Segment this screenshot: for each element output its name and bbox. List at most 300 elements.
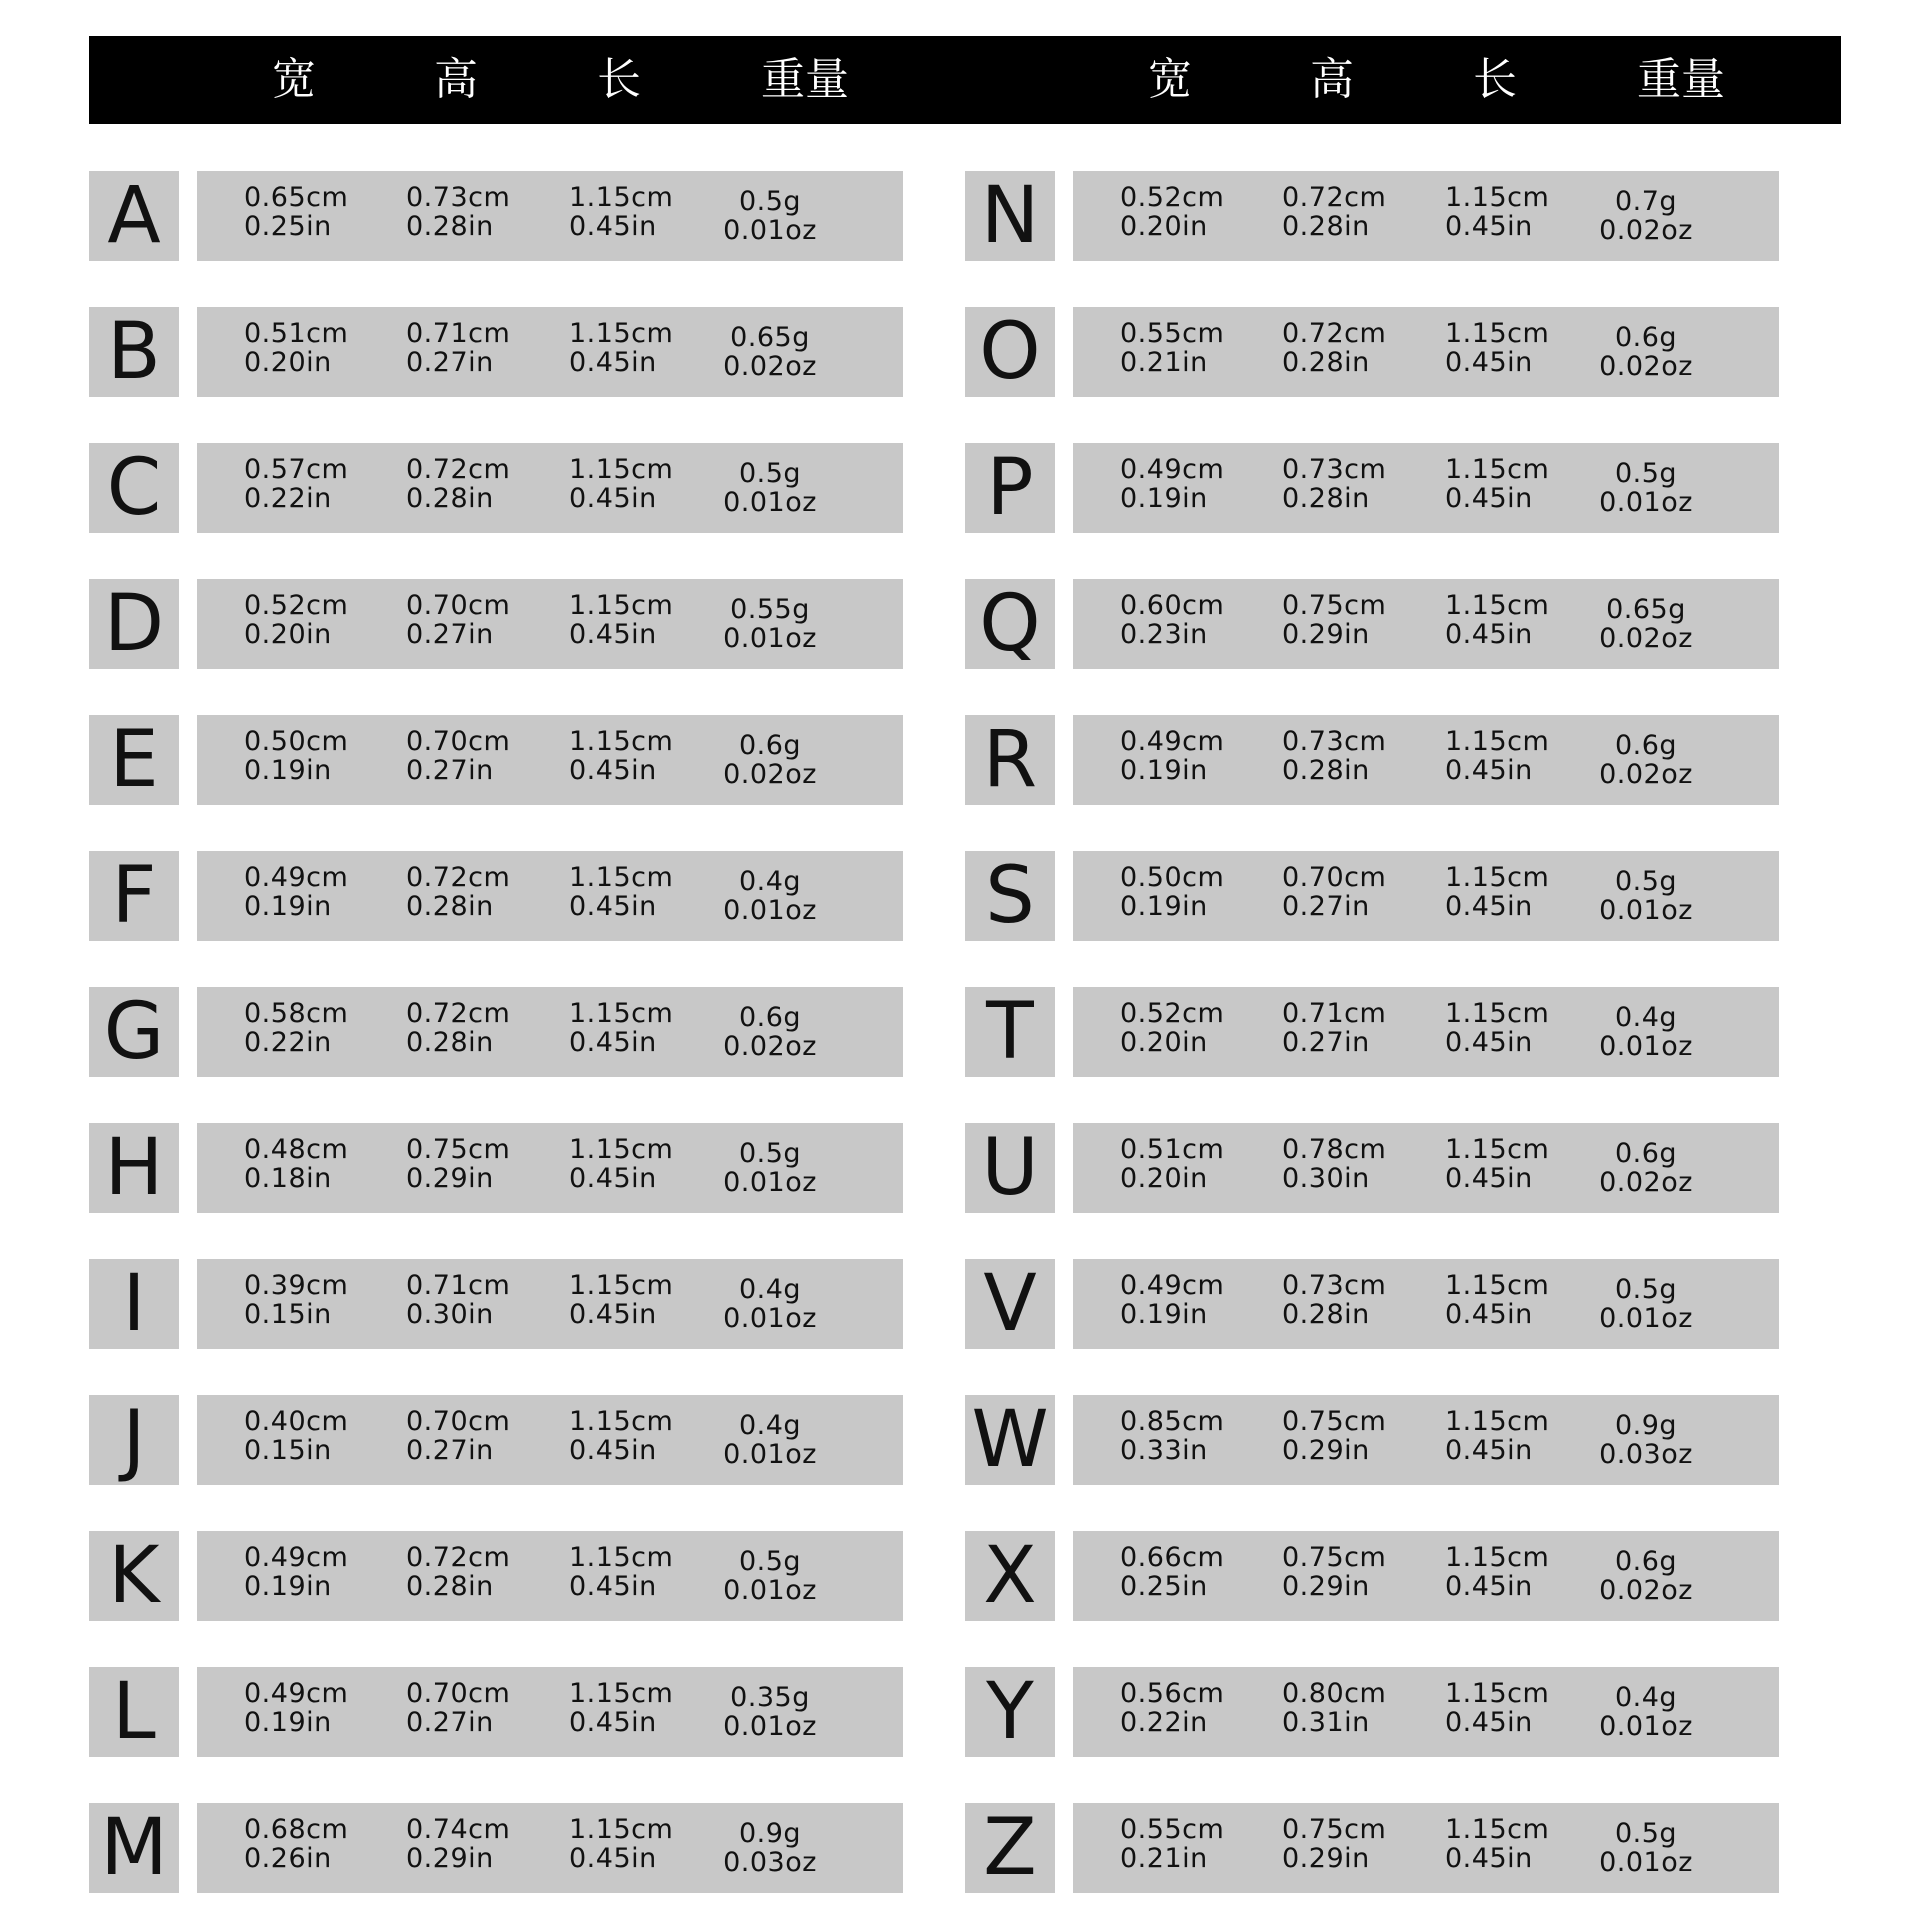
width-cm-value: 0.65cm xyxy=(244,182,349,213)
letter-label: K xyxy=(89,1531,179,1621)
height-cell xyxy=(1282,727,1386,785)
length-in-value: 0.45in xyxy=(1445,1707,1533,1738)
height-cm-value: 0.75cm xyxy=(1282,590,1387,621)
height-cm-value: 0.70cm xyxy=(1282,862,1387,893)
height-cell xyxy=(406,1407,510,1465)
weight-cell xyxy=(705,1275,835,1333)
weight-oz-value: 0.01oz xyxy=(1599,1031,1693,1062)
height-cm-value: 0.70cm xyxy=(406,1406,511,1437)
weight-oz-value: 0.01oz xyxy=(723,1167,817,1198)
weight-oz-value: 0.01oz xyxy=(1599,1711,1693,1742)
width-cm-value: 0.52cm xyxy=(1120,182,1225,213)
length-in-value: 0.45in xyxy=(569,483,657,514)
weight-oz-value: 0.01oz xyxy=(723,1303,817,1334)
length-cm-value: 1.15cm xyxy=(569,454,674,485)
length-cm-value: 1.15cm xyxy=(569,318,674,349)
height-cm-value: 0.72cm xyxy=(406,1542,511,1573)
height-in-value: 0.28in xyxy=(406,211,494,242)
length-cm-value: 1.15cm xyxy=(1445,1542,1550,1573)
length-cm-value: 1.15cm xyxy=(569,998,674,1029)
height-cm-value: 0.75cm xyxy=(406,1134,511,1165)
header-bar xyxy=(89,36,1841,124)
length-in-value: 0.45in xyxy=(569,1707,657,1738)
height-cell xyxy=(1282,319,1386,377)
letter-label: N xyxy=(965,171,1055,261)
letter-label: Q xyxy=(965,579,1055,669)
weight-g-value: 0.5g xyxy=(738,1546,802,1577)
length-in-value: 0.45in xyxy=(569,1571,657,1602)
dimension-data-box xyxy=(1073,1259,1779,1349)
width-in-value: 0.23in xyxy=(1120,619,1208,650)
length-in-value: 0.45in xyxy=(1445,1571,1533,1602)
height-cell xyxy=(1282,1271,1386,1329)
weight-cell xyxy=(705,1139,835,1197)
table-row xyxy=(89,443,900,533)
letter-label: W xyxy=(965,1395,1055,1485)
height-in-value: 0.28in xyxy=(1282,755,1370,786)
header-length-right: 长 xyxy=(1473,54,1517,105)
width-cm-value: 0.66cm xyxy=(1120,1542,1225,1573)
width-cm-value: 0.51cm xyxy=(1120,1134,1225,1165)
weight-g-value: 0.6g xyxy=(738,730,802,761)
length-in-value: 0.45in xyxy=(1445,1435,1533,1466)
length-cm-value: 1.15cm xyxy=(569,862,674,893)
weight-cell xyxy=(705,187,835,245)
weight-cell xyxy=(1581,595,1711,653)
table-row xyxy=(965,1803,1776,1893)
length-cm-value: 1.15cm xyxy=(569,182,674,213)
height-cm-value: 0.75cm xyxy=(1282,1814,1387,1845)
letter-label: M xyxy=(89,1803,179,1893)
width-in-value: 0.19in xyxy=(244,1707,332,1738)
table-row xyxy=(89,851,900,941)
height-in-value: 0.30in xyxy=(1282,1163,1370,1194)
height-cell xyxy=(406,319,510,377)
height-in-value: 0.29in xyxy=(1282,1435,1370,1466)
weight-oz-value: 0.01oz xyxy=(1599,895,1693,926)
width-in-value: 0.22in xyxy=(1120,1707,1208,1738)
length-in-value: 0.45in xyxy=(1445,1027,1533,1058)
length-in-value: 0.45in xyxy=(1445,891,1533,922)
weight-g-value: 0.5g xyxy=(1614,1274,1678,1305)
height-cell xyxy=(406,591,510,649)
letter-label: D xyxy=(89,579,179,669)
length-cell xyxy=(1445,1271,1549,1329)
length-cell xyxy=(1445,1815,1549,1873)
width-cm-value: 0.56cm xyxy=(1120,1678,1225,1709)
dimension-data-box xyxy=(1073,171,1779,261)
height-cell xyxy=(1282,999,1386,1057)
weight-oz-value: 0.02oz xyxy=(723,759,817,790)
weight-g-value: 0.4g xyxy=(738,1410,802,1441)
header-weight-right: 重量 xyxy=(1637,54,1725,105)
length-cm-value: 1.15cm xyxy=(569,1678,674,1709)
width-cell xyxy=(1120,183,1224,241)
height-cm-value: 0.72cm xyxy=(406,998,511,1029)
width-in-value: 0.20in xyxy=(1120,1163,1208,1194)
length-cell xyxy=(1445,727,1549,785)
height-cell xyxy=(406,863,510,921)
width-in-value: 0.26in xyxy=(244,1843,332,1874)
width-cm-value: 0.48cm xyxy=(244,1134,349,1165)
table-row xyxy=(965,1667,1776,1757)
length-in-value: 0.45in xyxy=(569,347,657,378)
length-cm-value: 1.15cm xyxy=(569,1270,674,1301)
width-in-value: 0.15in xyxy=(244,1435,332,1466)
letter-label: G xyxy=(89,987,179,1077)
weight-cell xyxy=(1581,1547,1711,1605)
weight-g-value: 0.5g xyxy=(738,186,802,217)
dimension-data-box xyxy=(1073,1123,1779,1213)
weight-g-value: 0.65g xyxy=(1606,594,1686,625)
weight-cell xyxy=(1581,1819,1711,1877)
width-in-value: 0.19in xyxy=(244,755,332,786)
weight-oz-value: 0.02oz xyxy=(1599,623,1693,654)
length-cell xyxy=(569,1407,673,1465)
height-cell xyxy=(406,1543,510,1601)
height-in-value: 0.28in xyxy=(406,483,494,514)
letter-label: T xyxy=(965,987,1055,1077)
height-cell xyxy=(1282,455,1386,513)
length-in-value: 0.45in xyxy=(569,1027,657,1058)
weight-cell xyxy=(1581,867,1711,925)
weight-cell xyxy=(705,1683,835,1741)
width-in-value: 0.18in xyxy=(244,1163,332,1194)
length-cell xyxy=(569,319,673,377)
length-cell xyxy=(569,1271,673,1329)
header-width-right: 宽 xyxy=(1148,54,1192,105)
letter-label: O xyxy=(965,307,1055,397)
height-cell xyxy=(1282,183,1386,241)
height-cell xyxy=(1282,1407,1386,1465)
width-cell xyxy=(1120,863,1224,921)
dimension-data-box xyxy=(1073,443,1779,533)
height-in-value: 0.29in xyxy=(1282,1843,1370,1874)
dimension-data-box xyxy=(197,307,903,397)
height-cell xyxy=(406,727,510,785)
height-cell xyxy=(406,455,510,513)
dimension-data-box xyxy=(197,987,903,1077)
letter-label: P xyxy=(965,443,1055,533)
weight-cell xyxy=(705,1411,835,1469)
height-cm-value: 0.73cm xyxy=(406,182,511,213)
height-cell xyxy=(1282,1135,1386,1193)
weight-cell xyxy=(705,459,835,517)
width-cm-value: 0.49cm xyxy=(1120,454,1225,485)
height-in-value: 0.27in xyxy=(406,1707,494,1738)
length-cell xyxy=(569,863,673,921)
height-cm-value: 0.70cm xyxy=(406,726,511,757)
height-cm-value: 0.70cm xyxy=(406,1678,511,1709)
width-cm-value: 0.49cm xyxy=(244,1542,349,1573)
weight-cell xyxy=(1581,1411,1711,1469)
weight-oz-value: 0.02oz xyxy=(723,1031,817,1062)
width-in-value: 0.19in xyxy=(244,1571,332,1602)
weight-g-value: 0.5g xyxy=(1614,458,1678,489)
width-cell xyxy=(1120,1135,1224,1193)
width-cell xyxy=(244,727,348,785)
length-in-value: 0.45in xyxy=(1445,1299,1533,1330)
length-cell xyxy=(569,455,673,513)
width-cell xyxy=(244,999,348,1057)
width-cell xyxy=(244,455,348,513)
height-cm-value: 0.72cm xyxy=(1282,182,1387,213)
letter-label: A xyxy=(89,171,179,261)
weight-g-value: 0.55g xyxy=(730,594,810,625)
weight-oz-value: 0.02oz xyxy=(1599,1167,1693,1198)
height-cm-value: 0.70cm xyxy=(406,590,511,621)
weight-g-value: 0.6g xyxy=(1614,322,1678,353)
width-cell xyxy=(1120,1407,1224,1465)
width-in-value: 0.25in xyxy=(244,211,332,242)
table-row xyxy=(89,1395,900,1485)
weight-g-value: 0.9g xyxy=(738,1818,802,1849)
width-cell xyxy=(244,319,348,377)
height-in-value: 0.27in xyxy=(406,619,494,650)
letter-label: C xyxy=(89,443,179,533)
height-cell xyxy=(1282,1679,1386,1737)
letter-label: F xyxy=(89,851,179,941)
weight-g-value: 0.5g xyxy=(1614,866,1678,897)
weight-g-value: 0.6g xyxy=(738,1002,802,1033)
weight-cell xyxy=(1581,323,1711,381)
width-cm-value: 0.55cm xyxy=(1120,1814,1225,1845)
width-cell xyxy=(244,863,348,921)
length-in-value: 0.45in xyxy=(569,891,657,922)
width-cm-value: 0.55cm xyxy=(1120,318,1225,349)
width-cm-value: 0.40cm xyxy=(244,1406,349,1437)
table-row xyxy=(965,987,1776,1077)
width-cm-value: 0.50cm xyxy=(1120,862,1225,893)
width-cell xyxy=(244,1815,348,1873)
height-in-value: 0.28in xyxy=(406,1027,494,1058)
height-cm-value: 0.71cm xyxy=(1282,998,1387,1029)
length-cell xyxy=(569,727,673,785)
width-in-value: 0.20in xyxy=(244,347,332,378)
length-cell xyxy=(1445,1679,1549,1737)
length-cell xyxy=(569,999,673,1057)
length-cell xyxy=(1445,1543,1549,1601)
length-cm-value: 1.15cm xyxy=(1445,454,1550,485)
height-cell xyxy=(406,1135,510,1193)
letter-label: S xyxy=(965,851,1055,941)
weight-oz-value: 0.01oz xyxy=(723,1575,817,1606)
weight-cell xyxy=(705,323,835,381)
weight-g-value: 0.6g xyxy=(1614,730,1678,761)
length-in-value: 0.45in xyxy=(569,755,657,786)
height-in-value: 0.28in xyxy=(406,891,494,922)
length-cell xyxy=(569,1815,673,1873)
height-cm-value: 0.74cm xyxy=(406,1814,511,1845)
letter-label: U xyxy=(965,1123,1055,1213)
weight-cell xyxy=(705,1547,835,1605)
dimension-data-box xyxy=(197,1259,903,1349)
header-length-left: 长 xyxy=(597,54,641,105)
length-cell xyxy=(1445,591,1549,649)
length-cm-value: 1.15cm xyxy=(1445,862,1550,893)
weight-oz-value: 0.02oz xyxy=(1599,351,1693,382)
table-row xyxy=(89,579,900,669)
length-cm-value: 1.15cm xyxy=(1445,1134,1550,1165)
height-cm-value: 0.72cm xyxy=(1282,318,1387,349)
table-row xyxy=(965,1259,1776,1349)
width-cm-value: 0.49cm xyxy=(1120,1270,1225,1301)
width-cm-value: 0.51cm xyxy=(244,318,349,349)
header-weight-left: 重量 xyxy=(761,54,849,105)
width-in-value: 0.20in xyxy=(1120,1027,1208,1058)
weight-oz-value: 0.02oz xyxy=(1599,215,1693,246)
length-in-value: 0.45in xyxy=(569,619,657,650)
width-cell xyxy=(1120,455,1224,513)
length-cm-value: 1.15cm xyxy=(1445,590,1550,621)
length-in-value: 0.45in xyxy=(569,1435,657,1466)
length-cell xyxy=(1445,1407,1549,1465)
length-cm-value: 1.15cm xyxy=(569,726,674,757)
width-in-value: 0.20in xyxy=(244,619,332,650)
height-in-value: 0.27in xyxy=(1282,891,1370,922)
height-cm-value: 0.73cm xyxy=(1282,1270,1387,1301)
height-cm-value: 0.78cm xyxy=(1282,1134,1387,1165)
width-cell xyxy=(1120,591,1224,649)
length-cm-value: 1.15cm xyxy=(1445,998,1550,1029)
letter-label: R xyxy=(965,715,1055,805)
height-cell xyxy=(406,1815,510,1873)
weight-oz-value: 0.01oz xyxy=(723,623,817,654)
table-row xyxy=(965,715,1776,805)
length-in-value: 0.45in xyxy=(569,1843,657,1874)
length-in-value: 0.45in xyxy=(1445,755,1533,786)
weight-g-value: 0.35g xyxy=(730,1682,810,1713)
height-cm-value: 0.75cm xyxy=(1282,1542,1387,1573)
dimension-data-box xyxy=(197,715,903,805)
weight-cell xyxy=(1581,1275,1711,1333)
width-in-value: 0.21in xyxy=(1120,1843,1208,1874)
length-cell xyxy=(1445,1135,1549,1193)
weight-g-value: 0.6g xyxy=(1614,1138,1678,1169)
width-in-value: 0.22in xyxy=(244,483,332,514)
weight-cell xyxy=(705,595,835,653)
height-cell xyxy=(406,999,510,1057)
dimension-data-box xyxy=(197,171,903,261)
width-in-value: 0.19in xyxy=(1120,483,1208,514)
weight-oz-value: 0.01oz xyxy=(723,895,817,926)
width-cm-value: 0.60cm xyxy=(1120,590,1225,621)
header-width-left: 宽 xyxy=(272,54,316,105)
length-in-value: 0.45in xyxy=(1445,1163,1533,1194)
width-in-value: 0.22in xyxy=(244,1027,332,1058)
weight-oz-value: 0.03oz xyxy=(1599,1439,1693,1470)
weight-cell xyxy=(1581,1683,1711,1741)
header-height-left: 高 xyxy=(434,54,478,105)
letter-label: H xyxy=(89,1123,179,1213)
letter-label: J xyxy=(89,1395,179,1485)
width-cm-value: 0.57cm xyxy=(244,454,349,485)
height-cm-value: 0.73cm xyxy=(1282,454,1387,485)
table-row xyxy=(89,1667,900,1757)
table-row xyxy=(89,1531,900,1621)
length-cell xyxy=(569,1679,673,1737)
width-in-value: 0.19in xyxy=(1120,891,1208,922)
length-in-value: 0.45in xyxy=(1445,347,1533,378)
letter-label: Z xyxy=(965,1803,1055,1893)
width-in-value: 0.19in xyxy=(244,891,332,922)
table-row xyxy=(965,1123,1776,1213)
dimension-data-box xyxy=(197,579,903,669)
height-in-value: 0.27in xyxy=(406,347,494,378)
weight-oz-value: 0.01oz xyxy=(1599,1303,1693,1334)
weight-cell xyxy=(705,1819,835,1877)
length-cell xyxy=(1445,455,1549,513)
table-row xyxy=(965,307,1776,397)
length-in-value: 0.45in xyxy=(569,1299,657,1330)
dimension-data-box xyxy=(1073,1395,1779,1485)
width-cell xyxy=(1120,1271,1224,1329)
height-cm-value: 0.72cm xyxy=(406,862,511,893)
table-row xyxy=(965,171,1776,261)
weight-g-value: 0.6g xyxy=(1614,1546,1678,1577)
weight-g-value: 0.4g xyxy=(738,866,802,897)
width-cell xyxy=(244,591,348,649)
width-in-value: 0.15in xyxy=(244,1299,332,1330)
weight-g-value: 0.65g xyxy=(730,322,810,353)
length-cm-value: 1.15cm xyxy=(1445,1406,1550,1437)
length-cm-value: 1.15cm xyxy=(1445,182,1550,213)
width-cm-value: 0.52cm xyxy=(244,590,349,621)
width-cell xyxy=(1120,1543,1224,1601)
length-cm-value: 1.15cm xyxy=(569,1814,674,1845)
weight-g-value: 0.9g xyxy=(1614,1410,1678,1441)
width-cm-value: 0.49cm xyxy=(244,862,349,893)
length-in-value: 0.45in xyxy=(1445,619,1533,650)
weight-oz-value: 0.01oz xyxy=(723,487,817,518)
weight-oz-value: 0.02oz xyxy=(723,351,817,382)
weight-oz-value: 0.01oz xyxy=(1599,487,1693,518)
weight-oz-value: 0.01oz xyxy=(723,215,817,246)
width-in-value: 0.19in xyxy=(1120,755,1208,786)
height-in-value: 0.28in xyxy=(1282,1299,1370,1330)
length-in-value: 0.45in xyxy=(1445,483,1533,514)
width-in-value: 0.25in xyxy=(1120,1571,1208,1602)
width-cell xyxy=(244,1407,348,1465)
weight-oz-value: 0.02oz xyxy=(1599,759,1693,790)
dimension-data-box xyxy=(197,1395,903,1485)
table-row xyxy=(89,1123,900,1213)
weight-oz-value: 0.01oz xyxy=(723,1439,817,1470)
width-in-value: 0.33in xyxy=(1120,1435,1208,1466)
length-cell xyxy=(569,1135,673,1193)
width-cell xyxy=(1120,999,1224,1057)
width-in-value: 0.21in xyxy=(1120,347,1208,378)
dimension-data-box xyxy=(1073,715,1779,805)
width-cell xyxy=(244,183,348,241)
height-cell xyxy=(1282,863,1386,921)
table-row xyxy=(89,715,900,805)
height-in-value: 0.29in xyxy=(1282,1571,1370,1602)
weight-cell xyxy=(1581,1003,1711,1061)
table-row xyxy=(965,443,1776,533)
length-cell xyxy=(1445,999,1549,1057)
height-in-value: 0.27in xyxy=(406,755,494,786)
weight-cell xyxy=(1581,187,1711,245)
width-cm-value: 0.52cm xyxy=(1120,998,1225,1029)
length-cm-value: 1.15cm xyxy=(1445,1270,1550,1301)
length-cell xyxy=(1445,183,1549,241)
dimension-data-box xyxy=(197,1531,903,1621)
width-cm-value: 0.68cm xyxy=(244,1814,349,1845)
height-in-value: 0.28in xyxy=(406,1571,494,1602)
height-in-value: 0.30in xyxy=(406,1299,494,1330)
letter-label: E xyxy=(89,715,179,805)
